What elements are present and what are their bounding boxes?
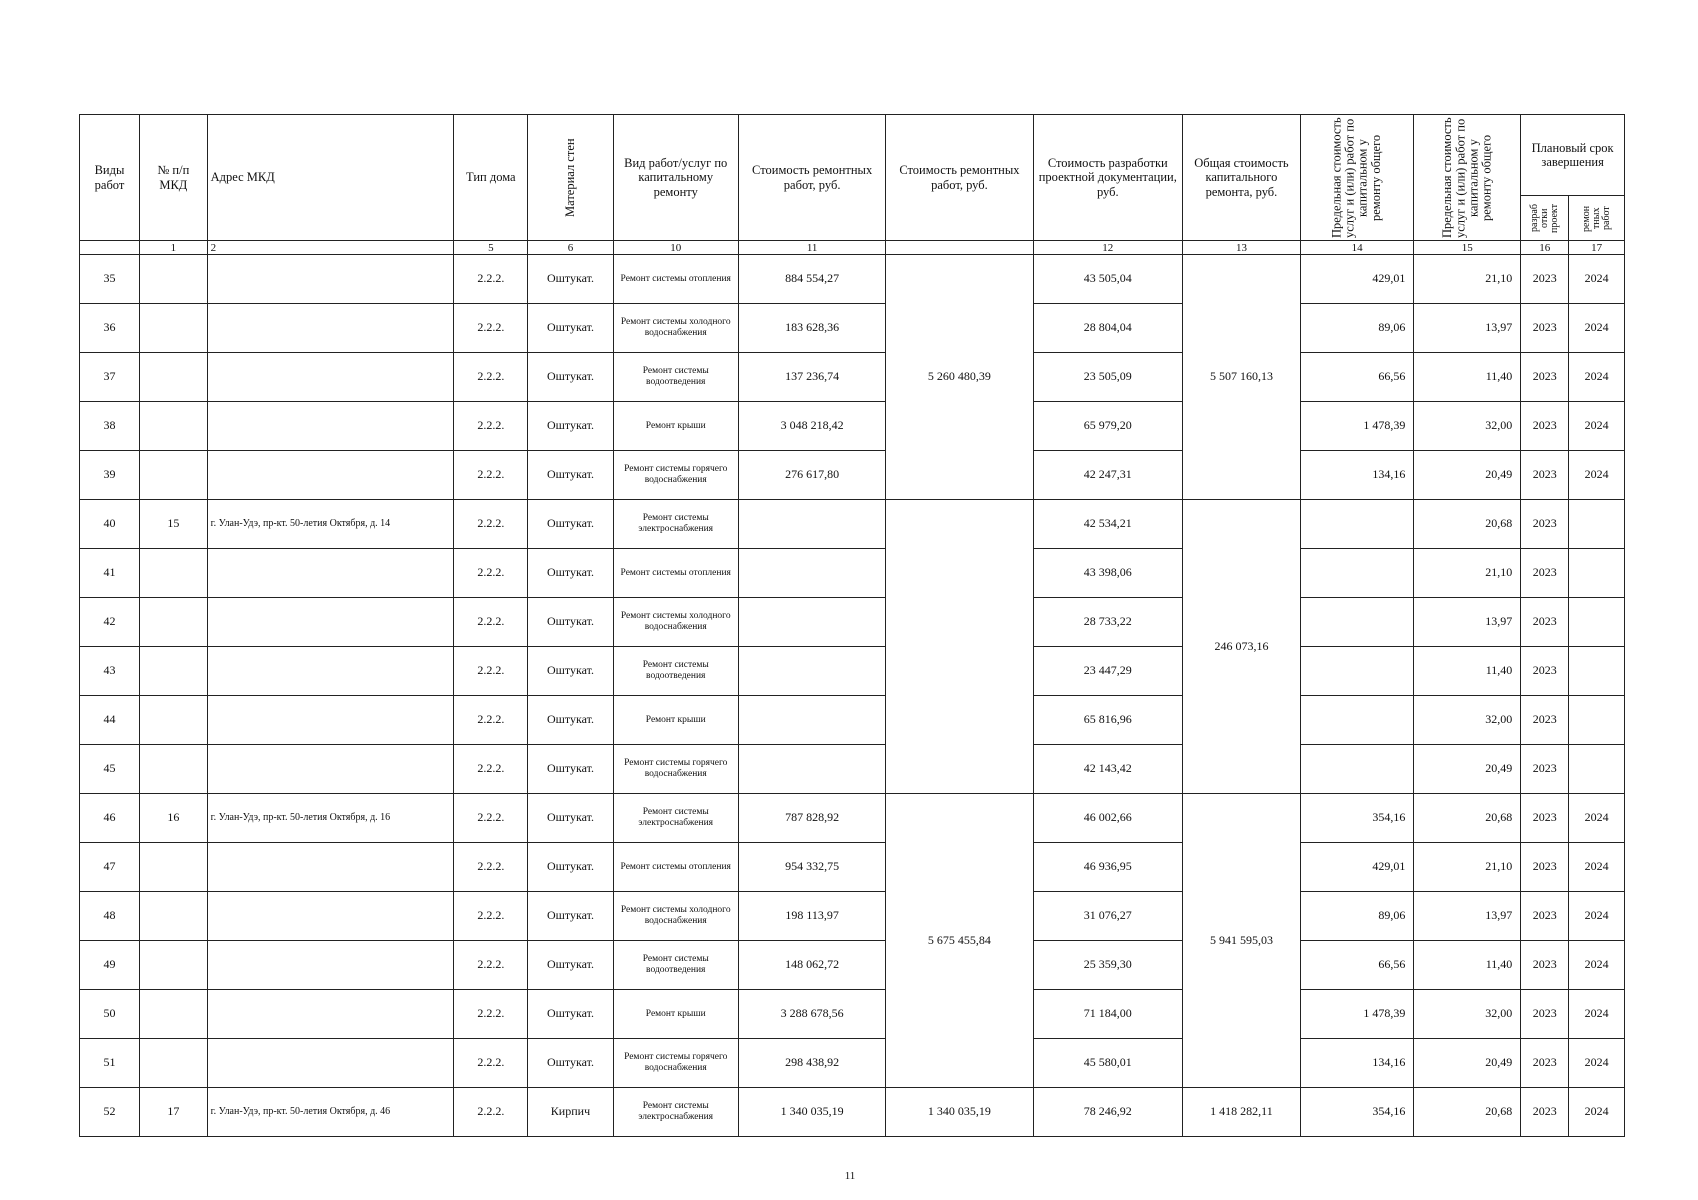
header-address: Адрес МКД [207,115,454,241]
row-number: 49 [80,941,140,990]
repair-year [1569,647,1625,696]
mkd-address [207,990,454,1039]
limit-cost-1: 66,56 [1300,353,1413,402]
mkd-address: г. Улан-Удэ, пр-кт. 50-летия Октября, д. 46 [207,1088,454,1137]
mkd-address [207,843,454,892]
column-number: 15 [1414,241,1521,255]
limit-cost-2: 20,49 [1414,745,1521,794]
house-type: 2.2.2. [454,598,528,647]
design-year: 2023 [1521,402,1569,451]
row-number: 50 [80,990,140,1039]
mkd-number: 16 [140,794,208,843]
table-row [80,500,1625,549]
wall-material: Оштукат. [528,402,613,451]
design-cost: 23 505,09 [1033,353,1182,402]
row-number: 39 [80,451,140,500]
header-overall-cost: Общая стоимость капитального ремонта, руб. [1183,115,1301,241]
mkd-number [140,353,208,402]
column-number: 6 [528,241,613,255]
wall-material: Оштукат. [528,892,613,941]
limit-cost-2: 20,49 [1414,1039,1521,1088]
design-cost: 43 398,06 [1033,549,1182,598]
limit-cost-1 [1300,549,1413,598]
repair-year: 2024 [1569,255,1625,304]
mkd-number [140,696,208,745]
header-repair-year: ремон тных работ [1569,196,1625,241]
repair-year: 2024 [1569,892,1625,941]
header-limit-cost-2: Предельная стоимость услуг и (или) работ по капитальном у ремонту общего [1414,115,1521,241]
limit-cost-2: 11,40 [1414,941,1521,990]
house-type: 2.2.2. [454,402,528,451]
wall-material: Кирпич [528,1088,613,1137]
wall-material: Оштукат. [528,745,613,794]
mkd-address [207,1039,454,1088]
wall-material: Оштукат. [528,451,613,500]
wall-material: Оштукат. [528,549,613,598]
design-cost: 65 816,96 [1033,696,1182,745]
wall-material: Оштукат. [528,255,613,304]
repair-cost: 137 236,74 [738,353,885,402]
repair-year: 2024 [1569,402,1625,451]
design-cost: 31 076,27 [1033,892,1182,941]
limit-cost-2: 20,68 [1414,1088,1521,1137]
limit-cost-1: 354,16 [1300,1088,1413,1137]
mkd-number [140,598,208,647]
repair-year [1569,598,1625,647]
mkd-number [140,745,208,794]
row-number: 48 [80,892,140,941]
limit-cost-2: 13,97 [1414,892,1521,941]
wall-material: Оштукат. [528,598,613,647]
column-number-row [80,241,1625,255]
header-mkd-number: № п/п МКД [140,115,208,241]
mkd-address [207,402,454,451]
header-work-kind: Вид работ/услуг по капитальному ремонту [613,115,738,241]
row-number: 44 [80,696,140,745]
work-kind: Ремонт системы электроснабжения [613,500,738,549]
column-number: 1 [140,241,208,255]
limit-cost-1 [1300,500,1413,549]
house-type: 2.2.2. [454,745,528,794]
design-cost: 43 505,04 [1033,255,1182,304]
design-cost: 71 184,00 [1033,990,1182,1039]
mkd-number [140,402,208,451]
limit-cost-2: 11,40 [1414,353,1521,402]
header-repair-cost-total: Стоимость ремонтных работ, руб. [886,115,1033,241]
limit-cost-1: 1 478,39 [1300,990,1413,1039]
mkd-number [140,304,208,353]
limit-cost-1: 354,16 [1300,794,1413,843]
repair-year: 2024 [1569,304,1625,353]
house-type: 2.2.2. [454,304,528,353]
design-cost: 45 580,01 [1033,1039,1182,1088]
design-year: 2023 [1521,647,1569,696]
mkd-number [140,1039,208,1088]
repair-year: 2024 [1569,843,1625,892]
work-kind: Ремонт системы водоотведения [613,647,738,696]
work-kind: Ремонт системы холодного водоснабжения [613,598,738,647]
limit-cost-1 [1300,598,1413,647]
house-type: 2.2.2. [454,353,528,402]
row-number: 38 [80,402,140,451]
design-year: 2023 [1521,892,1569,941]
repair-cost: 198 113,97 [738,892,885,941]
row-number: 47 [80,843,140,892]
table-row [80,941,1625,990]
group-repair-total: 5 675 455,84 [886,794,1033,1088]
repair-cost [738,598,885,647]
column-number: 13 [1183,241,1301,255]
limit-cost-2: 32,00 [1414,696,1521,745]
mkd-number [140,549,208,598]
mkd-number [140,451,208,500]
house-type: 2.2.2. [454,843,528,892]
mkd-number [140,941,208,990]
table-row [80,745,1625,794]
table-row [80,647,1625,696]
group-overall-cost: 5 941 595,03 [1183,794,1301,1088]
mkd-address [207,598,454,647]
group-repair-total: 1 340 035,19 [886,1088,1033,1137]
wall-material: Оштукат. [528,500,613,549]
wall-material: Оштукат. [528,304,613,353]
repair-cost: 298 438,92 [738,1039,885,1088]
work-kind: Ремонт системы отопления [613,843,738,892]
table-row [80,794,1625,843]
table-row [80,451,1625,500]
repair-year: 2024 [1569,1039,1625,1088]
column-number: 17 [1569,241,1625,255]
mkd-address [207,941,454,990]
house-type: 2.2.2. [454,990,528,1039]
limit-cost-2: 21,10 [1414,549,1521,598]
limit-cost-1 [1300,696,1413,745]
header-design-year: разраб отки проект [1521,196,1569,241]
house-type: 2.2.2. [454,500,528,549]
repair-cost: 787 828,92 [738,794,885,843]
design-cost: 28 804,04 [1033,304,1182,353]
work-kind: Ремонт системы горячего водоснабжения [613,1039,738,1088]
design-year: 2023 [1521,353,1569,402]
table-row [80,598,1625,647]
limit-cost-2: 20,68 [1414,500,1521,549]
mkd-address [207,549,454,598]
mkd-number: 15 [140,500,208,549]
table-row [80,1088,1625,1137]
house-type: 2.2.2. [454,549,528,598]
repair-cost [738,696,885,745]
repair-cost [738,549,885,598]
repair-cost: 1 340 035,19 [738,1088,885,1137]
design-cost: 25 359,30 [1033,941,1182,990]
row-number: 41 [80,549,140,598]
work-kind: Ремонт системы электроснабжения [613,794,738,843]
house-type: 2.2.2. [454,1039,528,1088]
design-cost: 42 247,31 [1033,451,1182,500]
group-repair-total [886,500,1033,794]
row-number: 35 [80,255,140,304]
header-wall-material: Материал стен [528,115,613,241]
design-cost: 23 447,29 [1033,647,1182,696]
repair-cost: 148 062,72 [738,941,885,990]
row-number: 45 [80,745,140,794]
repair-year: 2024 [1569,990,1625,1039]
mkd-address [207,892,454,941]
row-number: 43 [80,647,140,696]
mkd-address [207,696,454,745]
column-number: 16 [1521,241,1569,255]
limit-cost-2: 20,68 [1414,794,1521,843]
row-number: 52 [80,1088,140,1137]
mkd-number [140,990,208,1039]
design-year: 2023 [1521,451,1569,500]
column-number: 11 [738,241,885,255]
limit-cost-1: 429,01 [1300,255,1413,304]
wall-material: Оштукат. [528,647,613,696]
design-year: 2023 [1521,843,1569,892]
repair-cost: 3 288 678,56 [738,990,885,1039]
house-type: 2.2.2. [454,1088,528,1137]
row-number: 40 [80,500,140,549]
table-row [80,402,1625,451]
design-year: 2023 [1521,745,1569,794]
mkd-address [207,353,454,402]
limit-cost-1 [1300,647,1413,696]
repair-year: 2024 [1569,451,1625,500]
repair-year [1569,500,1625,549]
wall-material: Оштукат. [528,794,613,843]
limit-cost-1: 66,56 [1300,941,1413,990]
header-limit-cost-1: Предельная стоимость услуг и (или) работ по капитальном у ремонту общего [1300,115,1413,241]
repair-year: 2024 [1569,1088,1625,1137]
repair-year: 2024 [1569,794,1625,843]
work-kind: Ремонт системы холодного водоснабжения [613,892,738,941]
mkd-number: 17 [140,1088,208,1137]
design-year: 2023 [1521,1088,1569,1137]
limit-cost-2: 20,49 [1414,451,1521,500]
column-number: 5 [454,241,528,255]
mkd-number [140,892,208,941]
table-row [80,549,1625,598]
table-row [80,843,1625,892]
house-type: 2.2.2. [454,941,528,990]
mkd-address: г. Улан-Удэ, пр-кт. 50-летия Октября, д. 14 [207,500,454,549]
mkd-address: г. Улан-Удэ, пр-кт. 50-летия Октября, д. 16 [207,794,454,843]
design-year: 2023 [1521,255,1569,304]
design-year: 2023 [1521,990,1569,1039]
row-number: 42 [80,598,140,647]
mkd-number [140,647,208,696]
work-kind: Ремонт системы холодного водоснабжения [613,304,738,353]
page-number: 11 [844,1170,856,1182]
repair-year [1569,696,1625,745]
repair-cost: 954 332,75 [738,843,885,892]
design-cost: 46 002,66 [1033,794,1182,843]
row-number: 36 [80,304,140,353]
wall-material: Оштукат. [528,843,613,892]
repair-cost: 183 628,36 [738,304,885,353]
header-design-cost: Стоимость разработки проектной документации, руб. [1033,115,1182,241]
mkd-number [140,843,208,892]
repair-cost: 276 617,80 [738,451,885,500]
limit-cost-1: 1 478,39 [1300,402,1413,451]
header-planned-deadline: Плановый срок завершения [1521,115,1625,196]
repair-cost [738,745,885,794]
design-year: 2023 [1521,794,1569,843]
limit-cost-1: 89,06 [1300,304,1413,353]
mkd-address [207,451,454,500]
header-repair-cost: Стоимость ремонтных работ, руб. [738,115,885,241]
table-row [80,353,1625,402]
work-kind: Ремонт системы горячего водоснабжения [613,745,738,794]
table-row [80,255,1625,304]
mkd-address [207,255,454,304]
work-kind: Ремонт системы отопления [613,255,738,304]
design-year: 2023 [1521,598,1569,647]
mkd-address [207,647,454,696]
house-type: 2.2.2. [454,451,528,500]
design-cost: 46 936,95 [1033,843,1182,892]
work-kind: Ремонт крыши [613,990,738,1039]
column-number: 12 [1033,241,1182,255]
work-kind: Ремонт системы электроснабжения [613,1088,738,1137]
repair-cost [738,647,885,696]
capital-repair-table [79,114,1625,1137]
header-row [80,115,1625,196]
limit-cost-2: 21,10 [1414,843,1521,892]
wall-material: Оштукат. [528,696,613,745]
work-kind: Ремонт крыши [613,696,738,745]
design-year: 2023 [1521,500,1569,549]
design-cost: 42 534,21 [1033,500,1182,549]
repair-year: 2024 [1569,941,1625,990]
table-row [80,892,1625,941]
group-overall-cost: 5 507 160,13 [1183,255,1301,500]
design-cost: 42 143,42 [1033,745,1182,794]
design-year: 2023 [1521,696,1569,745]
work-kind: Ремонт крыши [613,402,738,451]
table-row [80,304,1625,353]
design-year: 2023 [1521,941,1569,990]
limit-cost-2: 32,00 [1414,402,1521,451]
group-overall-cost: 246 073,16 [1183,500,1301,794]
table-row [80,990,1625,1039]
wall-material: Оштукат. [528,941,613,990]
header-work-type: Виды работ [80,115,140,241]
design-cost: 28 733,22 [1033,598,1182,647]
design-year: 2023 [1521,1039,1569,1088]
work-kind: Ремонт системы горячего водоснабжения [613,451,738,500]
work-kind: Ремонт системы водоотведения [613,941,738,990]
limit-cost-1: 134,16 [1300,1039,1413,1088]
work-kind: Ремонт системы водоотведения [613,353,738,402]
row-number: 46 [80,794,140,843]
repair-year [1569,549,1625,598]
mkd-address [207,304,454,353]
column-number [886,241,1033,255]
table-row [80,696,1625,745]
limit-cost-2: 21,10 [1414,255,1521,304]
limit-cost-1: 429,01 [1300,843,1413,892]
limit-cost-1: 89,06 [1300,892,1413,941]
repair-cost: 884 554,27 [738,255,885,304]
house-type: 2.2.2. [454,696,528,745]
row-number: 51 [80,1039,140,1088]
house-type: 2.2.2. [454,647,528,696]
limit-cost-1: 134,16 [1300,451,1413,500]
design-cost: 65 979,20 [1033,402,1182,451]
mkd-number [140,255,208,304]
repair-year: 2024 [1569,353,1625,402]
limit-cost-2: 13,97 [1414,598,1521,647]
column-number: 14 [1300,241,1413,255]
work-kind: Ремонт системы отопления [613,549,738,598]
wall-material: Оштукат. [528,1039,613,1088]
repair-cost [738,500,885,549]
group-repair-total: 5 260 480,39 [886,255,1033,500]
limit-cost-2: 13,97 [1414,304,1521,353]
column-number: 10 [613,241,738,255]
mkd-address [207,745,454,794]
limit-cost-1 [1300,745,1413,794]
column-number: 2 [207,241,454,255]
table-row [80,1039,1625,1088]
column-number [80,241,140,255]
house-type: 2.2.2. [454,892,528,941]
wall-material: Оштукат. [528,990,613,1039]
header-house-type: Тип дома [454,115,528,241]
row-number: 37 [80,353,140,402]
wall-material: Оштукат. [528,353,613,402]
repair-cost: 3 048 218,42 [738,402,885,451]
limit-cost-2: 32,00 [1414,990,1521,1039]
design-year: 2023 [1521,304,1569,353]
design-cost: 78 246,92 [1033,1088,1182,1137]
design-year: 2023 [1521,549,1569,598]
limit-cost-2: 11,40 [1414,647,1521,696]
house-type: 2.2.2. [454,794,528,843]
house-type: 2.2.2. [454,255,528,304]
group-overall-cost: 1 418 282,11 [1183,1088,1301,1137]
repair-year [1569,745,1625,794]
